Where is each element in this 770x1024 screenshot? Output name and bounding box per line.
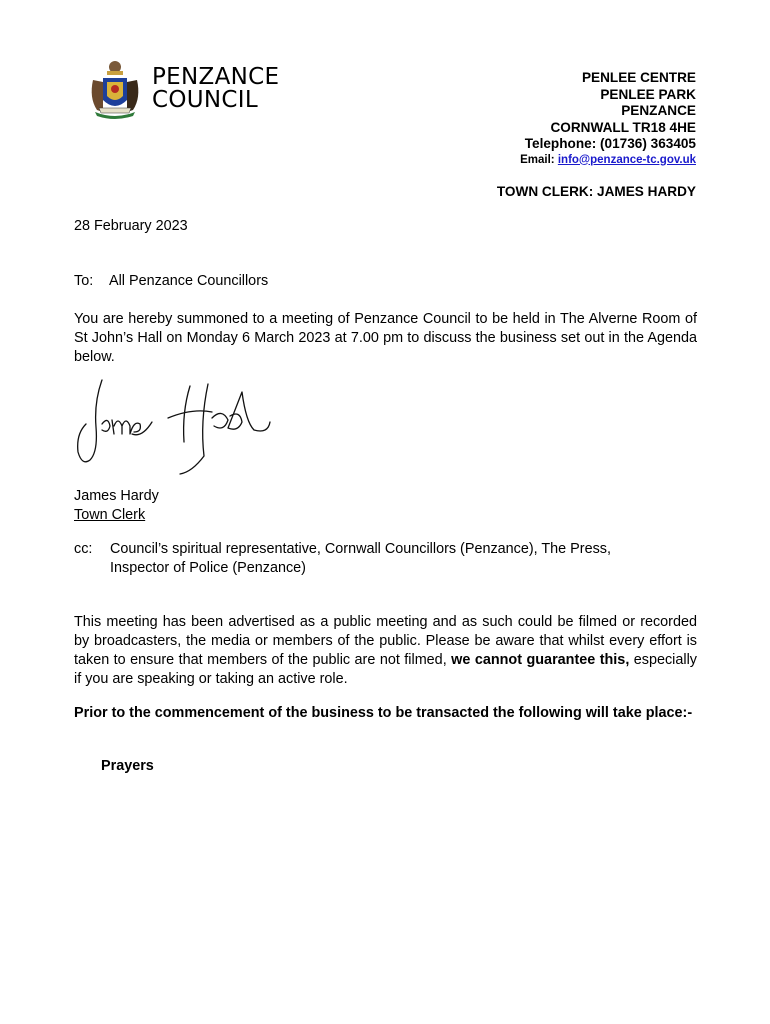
address-line3: PENZANCE (621, 103, 696, 118)
town-clerk-heading: TOWN CLERK: JAMES HARDY (496, 184, 696, 199)
signer-name: James Hardy (74, 488, 159, 504)
address-line2: PENLEE PARK (600, 86, 696, 102)
notice-text-after: especially if you are speaking or taking an active role. (74, 652, 697, 687)
signature-image (72, 372, 282, 482)
filming-notice (74, 613, 697, 689)
council-name-line2: COUNCIL (152, 87, 258, 113)
notice-text-before: This meeting has been advertised as a public meeting and as such could be filmed or recorded by broadcasters, the media or members of the public. Please be aware that whilst every effort is taken to ensure that members of the public are not filmed, (74, 614, 697, 668)
recipients-line (74, 272, 268, 291)
email-line (520, 153, 696, 167)
signer-title: Town Clerk (74, 507, 146, 523)
address-line1: PENLEE CENTRE (581, 70, 696, 85)
coat-of-arms-icon (85, 58, 145, 120)
cc-line2: Inspector of Police (Penzance) (110, 560, 306, 576)
prior-heading: Prior to the commencement of the business to be transacted the following will take place:- (74, 705, 693, 721)
address-line4: CORNWALL TR18 4HE (550, 119, 696, 135)
summons-paragraph: You are hereby summoned to a meeting of Penzance Council to be held in The Alverne Room of St John’s Hall on Monday 6 March 2023 at 7.00 pm to discuss the business set out in the Agenda below. (74, 311, 697, 365)
letter-date: 28 February 2023 (74, 218, 188, 234)
cc-label: cc: (74, 541, 93, 557)
recipients-value: All Penzance Councillors (109, 273, 269, 289)
signature-block (74, 487, 159, 525)
council-logo-text (152, 66, 279, 112)
address-block (520, 70, 696, 167)
to-label: To: (74, 273, 94, 289)
cc-line1: Council’s spiritual representative, Cornwall Councillors (Penzance), The Press, (110, 541, 611, 557)
email-label: Email: (520, 153, 558, 166)
email-link[interactable]: info@penzance-tc.gov.uk (557, 153, 696, 166)
agenda-item-prayers: Prayers (101, 758, 154, 774)
notice-bold: we cannot guarantee this, (451, 652, 630, 668)
council-name-line1: PENZANCE (152, 64, 280, 90)
cc-recipients (110, 540, 680, 578)
cc-line (74, 540, 680, 578)
telephone: Telephone: (01736) 363405 (524, 136, 696, 151)
